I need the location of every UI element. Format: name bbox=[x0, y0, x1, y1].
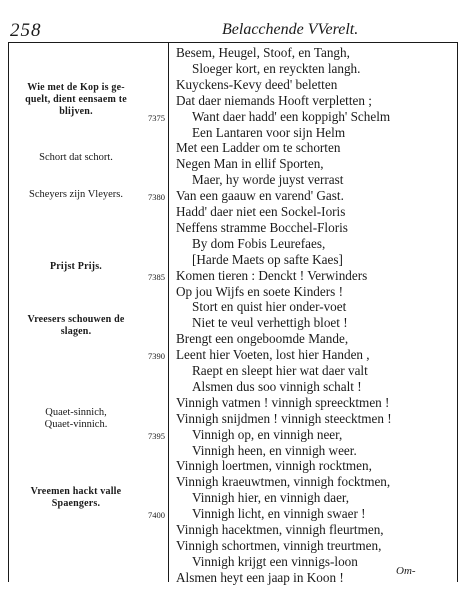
verse-line: Negen Man in ellif Sporten, bbox=[176, 156, 324, 172]
column-rule bbox=[168, 42, 169, 582]
margin-note-line: Scheyers zijn Vleyers. bbox=[29, 189, 123, 200]
verse-line: Vinnigh licht, en vinnigh swaer ! bbox=[192, 506, 366, 522]
verse-line: Een Lantaren voor sijn Helm bbox=[192, 124, 346, 140]
verse-line: Vinnigh hier, en vinnigh daer, bbox=[192, 490, 350, 506]
margin-note bbox=[12, 189, 140, 201]
verse-line: Vinnigh op, en vinnigh neer, bbox=[192, 426, 343, 442]
running-head: Belacchende VVerelt. bbox=[222, 21, 359, 38]
margin-note-line: blijven. bbox=[59, 106, 93, 117]
margin-note bbox=[12, 314, 140, 338]
margin-note-line: Spaengers. bbox=[51, 498, 101, 509]
margin-note-line: Schort dat schort. bbox=[39, 152, 113, 163]
verse-line: Komen tieren : Denckt ! Verwinders bbox=[176, 267, 368, 283]
verse-line: Leent hier Voeten, lost hier Handen , bbox=[176, 347, 370, 363]
margin-note bbox=[12, 407, 140, 431]
verse-line: Sloeger kort, en reyckten langh. bbox=[192, 60, 361, 76]
verse-line: Hadd' daer niet een Sockel-Ioris bbox=[176, 204, 346, 219]
line-number: 7375 bbox=[148, 112, 165, 123]
verse-line: Brengt een ongeboomde Mande, bbox=[176, 331, 349, 347]
verse-line: [Harde Maets op safte Kaes] bbox=[192, 251, 343, 267]
margin-note bbox=[12, 152, 140, 164]
verse-line: Besem, Heugel, Stoof, en Tangh, bbox=[176, 45, 350, 60]
verse-line: Vinnigh hacektmen, vinnigh fleurtmen, bbox=[176, 522, 384, 537]
line-number: 7390 bbox=[148, 351, 165, 362]
margin-note-line: Vreemen hackt valle bbox=[30, 486, 122, 497]
margin-note-line: slagen. bbox=[60, 326, 92, 337]
margin-note bbox=[12, 261, 140, 273]
verse-line: Neffens stramme Bocchel-Floris bbox=[176, 219, 348, 235]
margin-note-line: Quaet-vinnich. bbox=[44, 419, 108, 430]
verse-line: Alsmen dus soo vinnigh schalt ! bbox=[192, 378, 362, 394]
verse-line: Alsmen heyt een jaap in Koon ! bbox=[176, 569, 344, 585]
line-number: 7380 bbox=[148, 192, 165, 203]
verse-line: Raept en sleept hier wat daer valt bbox=[192, 363, 368, 378]
margin-note-line: quelt, dient eensaem te bbox=[25, 94, 127, 105]
verse-line: Op jou Wijfs en soete Kinders ! bbox=[176, 283, 343, 299]
verse-line: Vinnigh krijgt een vinnigs-loon bbox=[192, 553, 358, 569]
verse-line: Niet te veul verhettigh bloet ! bbox=[192, 315, 348, 331]
line-number: 7400 bbox=[148, 510, 165, 521]
catchword: Om- bbox=[396, 565, 416, 577]
margin-note-line: Prijst Prijs. bbox=[49, 261, 103, 272]
page-number: 258 bbox=[10, 20, 42, 41]
margin-note-line: Vreesers schouwen de bbox=[27, 314, 125, 325]
verse-line: Vinnigh heen, en vinnigh weer. bbox=[192, 442, 357, 458]
verse-line: Vinnigh kraeuwtmen, vinnigh focktmen, bbox=[176, 474, 391, 490]
margin-note bbox=[12, 82, 140, 118]
verse-line: Vinnigh loertmen, vinnigh rocktmen, bbox=[176, 458, 372, 474]
verse-line: Stort en quist hier onder-voet bbox=[192, 299, 347, 315]
verse-line: Met een Ladder om te schorten bbox=[176, 140, 341, 156]
verse-line: Vinnigh vatmen ! vinnigh spreecktmen ! bbox=[176, 394, 390, 410]
margin-note-line: Quaet-sinnich, bbox=[45, 407, 107, 418]
verse-line: Maer, hy worde juyst verrast bbox=[192, 172, 344, 188]
line-number: 7385 bbox=[148, 271, 165, 282]
verse-line: Dat daer niemands Hooft verpletten ; bbox=[176, 92, 372, 108]
verse-line: Vinnigh schortmen, vinnigh treurtmen, bbox=[176, 537, 382, 553]
margin-note bbox=[12, 486, 140, 510]
verse-line: Want daer hadd' een koppigh' Schelm bbox=[192, 108, 391, 124]
verse-line: Kuyckens-Kevy deed' beletten bbox=[176, 76, 338, 92]
verse-line: By dom Fobis Leurefaes, bbox=[192, 235, 326, 251]
line-number: 7395 bbox=[148, 430, 165, 441]
verse-line: Van een gaauw en varend' Gast. bbox=[176, 188, 344, 204]
margin-note-line: Wie met de Kop is ge- bbox=[27, 82, 125, 93]
verse-line: Vinnigh snijdmen ! vinnigh steecktmen ! bbox=[176, 410, 392, 426]
